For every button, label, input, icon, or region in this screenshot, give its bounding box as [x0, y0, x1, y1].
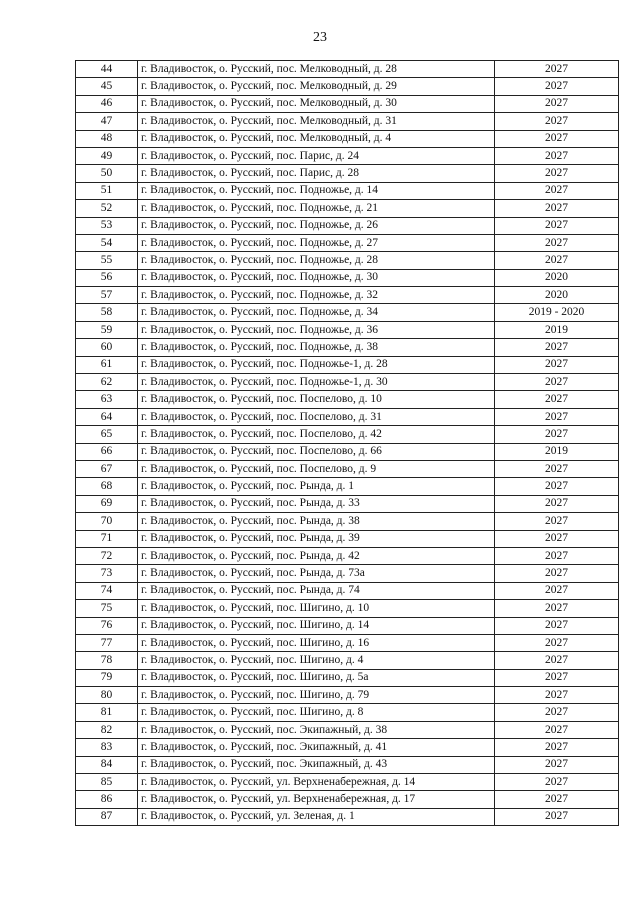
address-cell: г. Владивосток, о. Русский, пос. Рында, д. 39	[138, 530, 495, 547]
address-cell: г. Владивосток, о. Русский, пос. Мелководный, д. 29	[138, 78, 495, 95]
table-row	[76, 721, 619, 738]
year-cell: 2027	[495, 147, 619, 164]
address-cell: г. Владивосток, о. Русский, пос. Мелководный, д. 4	[138, 130, 495, 147]
page-number: 23	[313, 30, 327, 45]
year-cell: 2027	[495, 426, 619, 443]
year-cell: 2019	[495, 443, 619, 460]
address-cell: г. Владивосток, о. Русский, пос. Рында, д. 1	[138, 478, 495, 495]
address-cell: г. Владивосток, о. Русский, пос. Рында, д. 73а	[138, 565, 495, 582]
table-row	[76, 617, 619, 634]
address-cell: г. Владивосток, о. Русский, пос. Экипажный, д. 38	[138, 721, 495, 738]
table-row	[76, 78, 619, 95]
table-row	[76, 95, 619, 112]
year-cell: 2019 - 2020	[495, 304, 619, 321]
address-cell: г. Владивосток, о. Русский, пос. Подножье, д. 21	[138, 200, 495, 217]
table-row	[76, 374, 619, 391]
year-cell: 2027	[495, 704, 619, 721]
table-row	[76, 269, 619, 286]
table-row	[76, 287, 619, 304]
year-cell: 2027	[495, 547, 619, 564]
address-cell: г. Владивосток, о. Русский, пос. Подножье-1, д. 28	[138, 356, 495, 373]
year-cell: 2027	[495, 200, 619, 217]
year-cell: 2027	[495, 374, 619, 391]
table-row	[76, 634, 619, 651]
row-number-cell: 52	[76, 200, 138, 217]
table-row	[76, 704, 619, 721]
year-cell: 2027	[495, 565, 619, 582]
row-number-cell: 68	[76, 478, 138, 495]
table-row	[76, 774, 619, 791]
table-row	[76, 426, 619, 443]
year-cell: 2027	[495, 165, 619, 182]
table-row	[76, 652, 619, 669]
year-cell: 2027	[495, 339, 619, 356]
year-cell: 2027	[495, 356, 619, 373]
row-number-cell: 54	[76, 234, 138, 251]
address-cell: г. Владивосток, о. Русский, пос. Рында, д. 74	[138, 582, 495, 599]
table-row	[76, 808, 619, 825]
year-cell: 2027	[495, 600, 619, 617]
address-cell: г. Владивосток, о. Русский, пос. Парис, д. 28	[138, 165, 495, 182]
address-cell: г. Владивосток, о. Русский, пос. Экипажный, д. 41	[138, 739, 495, 756]
table-body	[76, 61, 619, 826]
row-number-cell: 61	[76, 356, 138, 373]
table-row	[76, 356, 619, 373]
row-number-cell: 80	[76, 687, 138, 704]
row-number-cell: 67	[76, 460, 138, 477]
address-table	[75, 60, 619, 826]
table-row	[76, 391, 619, 408]
table-row	[76, 234, 619, 251]
table-row	[76, 443, 619, 460]
row-number-cell: 65	[76, 426, 138, 443]
table-row	[76, 113, 619, 130]
year-cell: 2027	[495, 739, 619, 756]
address-cell: г. Владивосток, о. Русский, пос. Шигино, д. 8	[138, 704, 495, 721]
address-cell: г. Владивосток, о. Русский, пос. Парис, д. 24	[138, 147, 495, 164]
table-row	[76, 547, 619, 564]
address-cell: г. Владивосток, о. Русский, пос. Подножье, д. 14	[138, 182, 495, 199]
year-cell: 2027	[495, 634, 619, 651]
row-number-cell: 83	[76, 739, 138, 756]
row-number-cell: 78	[76, 652, 138, 669]
row-number-cell: 59	[76, 321, 138, 338]
year-cell: 2020	[495, 269, 619, 286]
row-number-cell: 53	[76, 217, 138, 234]
year-cell: 2027	[495, 182, 619, 199]
row-number-cell: 50	[76, 165, 138, 182]
row-number-cell: 81	[76, 704, 138, 721]
address-cell: г. Владивосток, о. Русский, пос. Поспелово, д. 10	[138, 391, 495, 408]
address-cell: г. Владивосток, о. Русский, пос. Шигино, д. 14	[138, 617, 495, 634]
row-number-cell: 77	[76, 634, 138, 651]
row-number-cell: 57	[76, 287, 138, 304]
row-number-cell: 45	[76, 78, 138, 95]
table-row	[76, 304, 619, 321]
year-cell: 2027	[495, 617, 619, 634]
address-cell: г. Владивосток, о. Русский, пос. Подножье-1, д. 30	[138, 374, 495, 391]
year-cell: 2020	[495, 287, 619, 304]
address-cell: г. Владивосток, о. Русский, пос. Поспелово, д. 9	[138, 460, 495, 477]
table-row	[76, 687, 619, 704]
year-cell: 2027	[495, 808, 619, 825]
row-number-cell: 60	[76, 339, 138, 356]
row-number-cell: 74	[76, 582, 138, 599]
row-number-cell: 70	[76, 513, 138, 530]
table-row	[76, 495, 619, 512]
year-cell: 2027	[495, 95, 619, 112]
address-cell: г. Владивосток, о. Русский, пос. Рында, д. 42	[138, 547, 495, 564]
row-number-cell: 75	[76, 600, 138, 617]
table-row	[76, 321, 619, 338]
table-row	[76, 739, 619, 756]
table-row	[76, 791, 619, 808]
address-cell: г. Владивосток, о. Русский, пос. Рында, д. 38	[138, 513, 495, 530]
row-number-cell: 73	[76, 565, 138, 582]
year-cell: 2027	[495, 234, 619, 251]
address-cell: г. Владивосток, о. Русский, пос. Мелководный, д. 31	[138, 113, 495, 130]
row-number-cell: 55	[76, 252, 138, 269]
year-cell: 2027	[495, 495, 619, 512]
table-row	[76, 513, 619, 530]
table-row	[76, 530, 619, 547]
table-row	[76, 165, 619, 182]
address-cell: г. Владивосток, о. Русский, ул. Зеленая, д. 1	[138, 808, 495, 825]
address-cell: г. Владивосток, о. Русский, пос. Подножье, д. 30	[138, 269, 495, 286]
year-cell: 2027	[495, 513, 619, 530]
table-row	[76, 339, 619, 356]
year-cell: 2027	[495, 478, 619, 495]
row-number-cell: 72	[76, 547, 138, 564]
address-cell: г. Владивосток, о. Русский, пос. Шигино, д. 10	[138, 600, 495, 617]
year-cell: 2027	[495, 78, 619, 95]
year-cell: 2027	[495, 669, 619, 686]
address-cell: г. Владивосток, о. Русский, пос. Экипажный, д. 43	[138, 756, 495, 773]
address-cell: г. Владивосток, о. Русский, пос. Поспелово, д. 66	[138, 443, 495, 460]
table-row	[76, 61, 619, 78]
year-cell: 2027	[495, 130, 619, 147]
row-number-cell: 66	[76, 443, 138, 460]
year-cell: 2019	[495, 321, 619, 338]
row-number-cell: 64	[76, 408, 138, 425]
row-number-cell: 62	[76, 374, 138, 391]
address-cell: г. Владивосток, о. Русский, пос. Подножье, д. 34	[138, 304, 495, 321]
row-number-cell: 71	[76, 530, 138, 547]
row-number-cell: 87	[76, 808, 138, 825]
address-cell: г. Владивосток, о. Русский, ул. Верхненабережная, д. 17	[138, 791, 495, 808]
address-cell: г. Владивосток, о. Русский, пос. Шигино, д. 16	[138, 634, 495, 651]
year-cell: 2027	[495, 408, 619, 425]
address-cell: г. Владивосток, о. Русский, пос. Рында, д. 33	[138, 495, 495, 512]
row-number-cell: 56	[76, 269, 138, 286]
address-cell: г. Владивосток, о. Русский, пос. Мелководный, д. 30	[138, 95, 495, 112]
table-row	[76, 252, 619, 269]
address-cell: г. Владивосток, о. Русский, пос. Шигино, д. 79	[138, 687, 495, 704]
address-cell: г. Владивосток, о. Русский, пос. Подножье, д. 28	[138, 252, 495, 269]
row-number-cell: 49	[76, 147, 138, 164]
address-cell: г. Владивосток, о. Русский, пос. Поспелово, д. 31	[138, 408, 495, 425]
year-cell: 2027	[495, 217, 619, 234]
year-cell: 2027	[495, 756, 619, 773]
table-row	[76, 565, 619, 582]
table-row	[76, 147, 619, 164]
address-cell: г. Владивосток, о. Русский, ул. Верхненабережная, д. 14	[138, 774, 495, 791]
year-cell: 2027	[495, 652, 619, 669]
row-number-cell: 86	[76, 791, 138, 808]
row-number-cell: 84	[76, 756, 138, 773]
table-row	[76, 408, 619, 425]
row-number-cell: 82	[76, 721, 138, 738]
year-cell: 2027	[495, 791, 619, 808]
address-cell: г. Владивосток, о. Русский, пос. Мелководный, д. 28	[138, 61, 495, 78]
row-number-cell: 63	[76, 391, 138, 408]
year-cell: 2027	[495, 61, 619, 78]
address-cell: г. Владивосток, о. Русский, пос. Подножье, д. 32	[138, 287, 495, 304]
year-cell: 2027	[495, 252, 619, 269]
row-number-cell: 51	[76, 182, 138, 199]
year-cell: 2027	[495, 721, 619, 738]
year-cell: 2027	[495, 530, 619, 547]
address-cell: г. Владивосток, о. Русский, пос. Подножье, д. 36	[138, 321, 495, 338]
address-cell: г. Владивосток, о. Русский, пос. Подножье, д. 38	[138, 339, 495, 356]
row-number-cell: 44	[76, 61, 138, 78]
row-number-cell: 69	[76, 495, 138, 512]
row-number-cell: 48	[76, 130, 138, 147]
table-row	[76, 460, 619, 477]
table-row	[76, 182, 619, 199]
year-cell: 2027	[495, 687, 619, 704]
row-number-cell: 79	[76, 669, 138, 686]
year-cell: 2027	[495, 582, 619, 599]
year-cell: 2027	[495, 391, 619, 408]
table-row	[76, 217, 619, 234]
year-cell: 2027	[495, 460, 619, 477]
table-row	[76, 478, 619, 495]
year-cell: 2027	[495, 774, 619, 791]
table-row	[76, 669, 619, 686]
address-cell: г. Владивосток, о. Русский, пос. Шигино, д. 4	[138, 652, 495, 669]
table-row	[76, 600, 619, 617]
row-number-cell: 58	[76, 304, 138, 321]
row-number-cell: 85	[76, 774, 138, 791]
row-number-cell: 47	[76, 113, 138, 130]
address-cell: г. Владивосток, о. Русский, пос. Подножье, д. 27	[138, 234, 495, 251]
address-cell: г. Владивосток, о. Русский, пос. Шигино, д. 5а	[138, 669, 495, 686]
table-row	[76, 756, 619, 773]
row-number-cell: 76	[76, 617, 138, 634]
address-cell: г. Владивосток, о. Русский, пос. Подножье, д. 26	[138, 217, 495, 234]
address-cell: г. Владивосток, о. Русский, пос. Поспелово, д. 42	[138, 426, 495, 443]
table-row	[76, 200, 619, 217]
table-row	[76, 582, 619, 599]
year-cell: 2027	[495, 113, 619, 130]
row-number-cell: 46	[76, 95, 138, 112]
table-row	[76, 130, 619, 147]
